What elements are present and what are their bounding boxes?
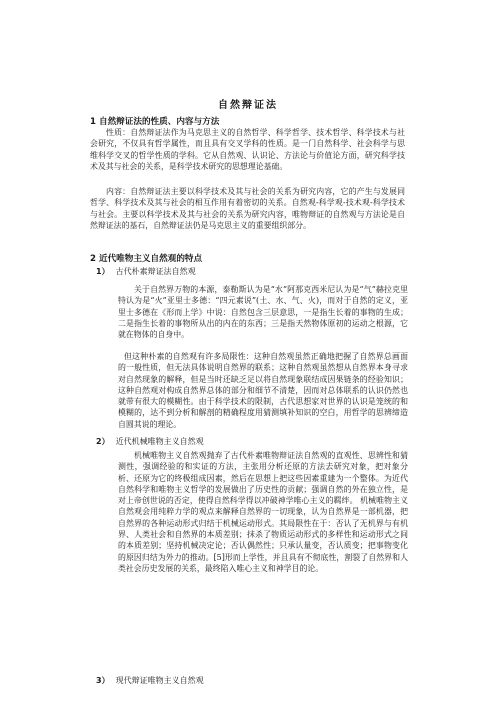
section-heading-1: 1 自然辩证法的性质、内容与方法 <box>90 117 220 127</box>
paragraph-nature: 性质：自然辩证法作为马克思主义的自然哲学、科学哲学、技术哲学、科学技术与社会研究，不仅具有哲学属性，而且具有交叉学科的性质。是一门自然科学、社会科学与思维科学交叉的哲学性质的学科。它从自然观、认识论、方法论与价值论方面，研究科学技术及其与社会的关系，是科学技术研究的思想理论基础。 <box>90 128 405 171</box>
subheading-1-label: 古代朴素辩证法自然观 <box>115 267 196 276</box>
paragraph-content: 内容：自然辩证法主要以科学技术及其与社会的关系为研究内容，它的产生与发展同哲学、科学技术及其与社会的相互作用有着密切的关系。自然观-科学观-技术观-科学技术与社会。主要以科学技术及其与社会的关系为研究内容，唯物辩证的自然观与方法论是自然辩证法的基石，自然辩证法仍是马克思主义的重要组织部分。 <box>90 187 405 230</box>
subheading-1 <box>96 266 196 277</box>
paragraph-ancient-limits: 但这种朴素的自然观有许多局限性：这种自然观虽然正确地把握了自然界总画面的一般性质，但无法具体说明自然界的联系；这种自然观虽然想从自然界本身寻求对自然现象的解释，但是当时还缺乏足以将自然现象联结成因果链条的经验知识；这种自然观对构成自然界总体的部分和细节不清楚，因而对总体联系的认识仍然也就带有很大的模糊性。由于科学技术的限制，古代思想家对世界的认识是笼统的和模糊的，达不到分析和解剖的精确程度用猜测填补知识的空白，用哲学的思辨缔造自圆其说的理论。 <box>118 352 408 429</box>
subheading-2-number: 2） <box>96 437 110 446</box>
subheading-2 <box>96 436 204 447</box>
subheading-3-number: 3） <box>96 676 110 685</box>
paragraph-ancient-origins: 关于自然界万物的本源，泰勒斯认为是“水”阿那克西米尼认为是“气”赫拉克里特认为是“火”亚里士多德：“四元素说”(土、水、气、火)，而对于自然的定义，亚里士多德在《形而上学》中说：自然包含三层意思，一是指生长着的事物的生成；二是指生长着的事物所从出的内在的东西；三是指天然物体原初的运动之根源，它就在物体的自身中。 <box>118 285 408 340</box>
subheading-3 <box>96 675 204 686</box>
subheading-2-label: 近代机械唯物主义自然观 <box>115 437 204 446</box>
document-title: 自然辩证法 <box>218 100 278 111</box>
paragraph-mechanical: 机械唯物主义自然观抛弃了古代朴素唯物辩证法自然观的直观性、思辨性和猜测性，强调经验的和实证的方法，主张用分析还原的方法去研究对象，把对象分析、还原为它的终极组成因素，然后在思想上把这些因素重建为一个整体。为近代自然科学和唯物主义哲学的发展做出了历史性的贡献；强调自然的外在独立性，是对上帝创世说的否定，使得自然科学得以冲破神学唯心主义的羁绊。 机械唯物主义自然观会用纯粹力学的观点来解释自然界的一切现象，认为自然界是一部机器，把自然界的各种运动形式归结于机械运动形式。其局限性在于：否认了无机界与有机界、人类社会和自然界的本质差别；抹杀了物质运动形式的多样性和运动形式之间的本质差别；坚持机械决定论；否认偶然性；只承认量变，否认质变；把事物变化的原因归结为外力的推动。[5]形而上学性，并且具有不彻底性，割裂了自然界和人类社会历史发展的关系，最终陷入唯心主义和神学目的论。 <box>118 451 408 573</box>
section-heading-2: 2 近代唯物主义自然观的特点 <box>90 254 203 264</box>
subheading-3-label: 现代辩证唯物主义自然观 <box>115 676 204 685</box>
subheading-1-number: 1） <box>96 267 110 276</box>
